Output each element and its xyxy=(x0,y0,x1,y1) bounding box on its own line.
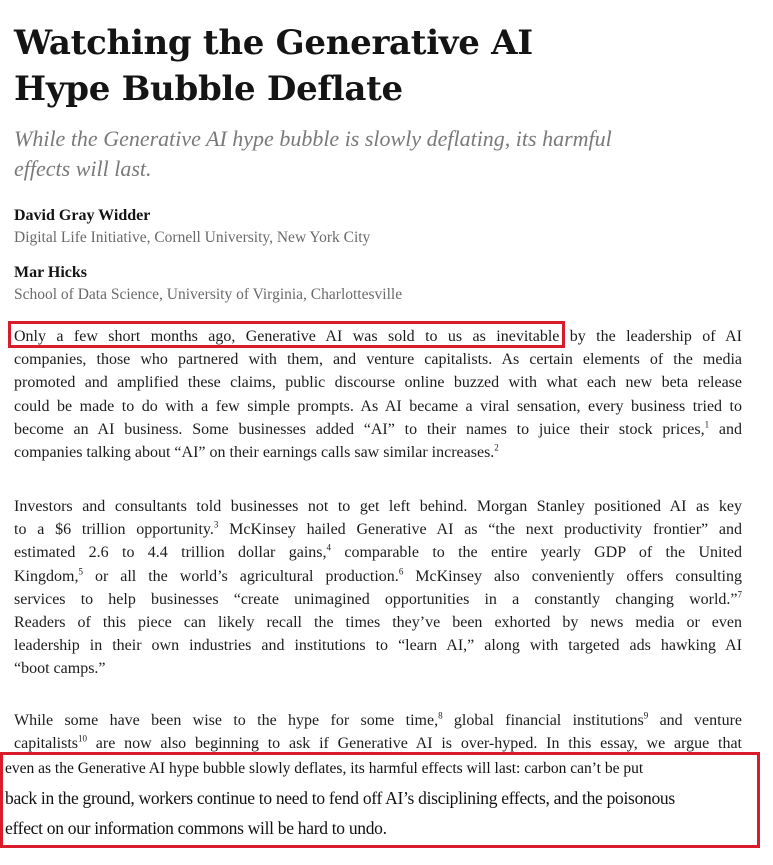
author-name-1: David Gray Widder xyxy=(14,207,151,224)
paragraph-2-text: Kingdom, xyxy=(14,567,79,585)
footnote-ref[interactable]: 3 xyxy=(213,519,219,530)
paragraph-2-text: to a $6 trillion opportunity. xyxy=(14,521,214,539)
paragraph-2-line: “boot camps.” xyxy=(14,660,106,678)
paragraph-3-text: While some have been wise to the hype for some time, xyxy=(14,712,439,729)
paragraph-2-line: Investors and consultants told businesses not to get left behind. Morgan Stanley positioned AI as key xyxy=(14,498,742,515)
footnote-ref[interactable]: 10 xyxy=(77,733,87,744)
paragraph-3-line-3: even as the Generative AI hype bubble slowly deflates, its harmful effects will last: carbon can’t be put xyxy=(5,760,644,777)
paragraph-3-line-4: back in the ground, workers continue to need to fend off AI’s disciplining effects, and the poisonous xyxy=(5,788,675,808)
title-line-1: Watching the Generative AI xyxy=(14,23,533,63)
footnote-ref[interactable]: 7 xyxy=(737,589,742,600)
article-title xyxy=(14,20,754,112)
footnote-ref[interactable]: 8 xyxy=(438,710,443,721)
paragraph-1-line xyxy=(14,441,742,464)
author-affiliation-1: Digital Life Initiative, Cornell University, New York City xyxy=(14,229,371,246)
paragraph-3-text: and venture xyxy=(648,712,742,729)
paragraph-1-text: companies talking about “AI” on their earnings calls saw similar increases. xyxy=(14,443,495,461)
paragraph-1-line: could be made to do with a few simple prompts. As AI became a viral sensation, every business tried to xyxy=(14,397,742,415)
footnote-ref[interactable]: 5 xyxy=(78,566,83,577)
paragraph-3-text: capitalists xyxy=(14,735,78,753)
footnote-ref[interactable]: 1 xyxy=(704,419,710,430)
paragraph-2 xyxy=(14,495,742,681)
paragraph-2-line: leadership in their own industries and institutions to “learn AI,” along with targeted ads hawking AI xyxy=(14,637,742,655)
paragraph-1-text: and xyxy=(709,420,742,438)
highlight-box-inevitable xyxy=(8,321,565,348)
paragraph-2-text: McKinsey also conveniently offers consulting xyxy=(403,567,742,585)
author-name-2: Mar Hicks xyxy=(14,264,88,281)
paragraph-1-line: companies, those who partnered with them, and venture capitalists. As certain elements of the media xyxy=(14,351,742,369)
paragraph-3-line xyxy=(14,709,742,732)
footnote-ref[interactable]: 6 xyxy=(398,566,404,577)
subtitle-line-1: While the Generative AI hype bubble is slowly deflating, its harmful xyxy=(14,126,612,151)
paragraph-2-line xyxy=(14,565,742,588)
paragraph-2-line xyxy=(14,518,742,541)
paragraph-2-line xyxy=(14,541,742,564)
paragraph-3-text: global financial institutions xyxy=(442,712,644,729)
paragraph-2-text: services to help businesses “create unimagined opportunities in a constantly changing world.” xyxy=(14,590,738,608)
paragraph-2-text: comparable to the entire yearly GDP of the United xyxy=(331,544,742,562)
paragraph-2-line xyxy=(14,588,742,611)
author-affiliation-2: School of Data Science, University of Virginia, Charlottesville xyxy=(14,286,403,303)
footnote-ref[interactable]: 2 xyxy=(494,442,499,453)
paragraph-1-line: Only a few short months ago, Generative AI was sold to us as inevitable by the leadership of AI xyxy=(14,328,742,345)
title-line-2: Hype Bubble Deflate xyxy=(14,69,403,109)
paragraph-3-line-5: effect on our information commons will be hard to undo. xyxy=(5,818,387,838)
paragraph-1-text: become an AI business. Some businesses added “AI” to their names to juice their stock prices, xyxy=(14,420,705,438)
paragraph-2-text: or all the world’s agricultural production. xyxy=(82,567,399,585)
footnote-ref[interactable]: 9 xyxy=(643,710,649,721)
footnote-ref[interactable]: 4 xyxy=(326,543,331,554)
subtitle-line-2: effects will last. xyxy=(14,156,152,181)
paragraph-1-line: promoted and amplified these claims, public discourse online buzzed with what each new beta release xyxy=(14,374,742,392)
paragraph-3-text: are now also beginning to ask if Generative AI is over-hyped. In this essay, we argue that xyxy=(86,735,742,753)
paragraph-1-line xyxy=(14,418,742,441)
paragraph-3 xyxy=(14,709,742,755)
paragraph-2-text: estimated 2.6 to 4.4 trillion dollar gains, xyxy=(14,544,327,562)
article-subtitle xyxy=(14,124,754,184)
paragraph-2-text: McKinsey hailed Generative AI as “the next productivity frontier” and xyxy=(218,521,743,539)
paragraph-2-line: Readers of this piece can likely recall the times they’ve been exhorted by news media or even xyxy=(14,613,742,631)
